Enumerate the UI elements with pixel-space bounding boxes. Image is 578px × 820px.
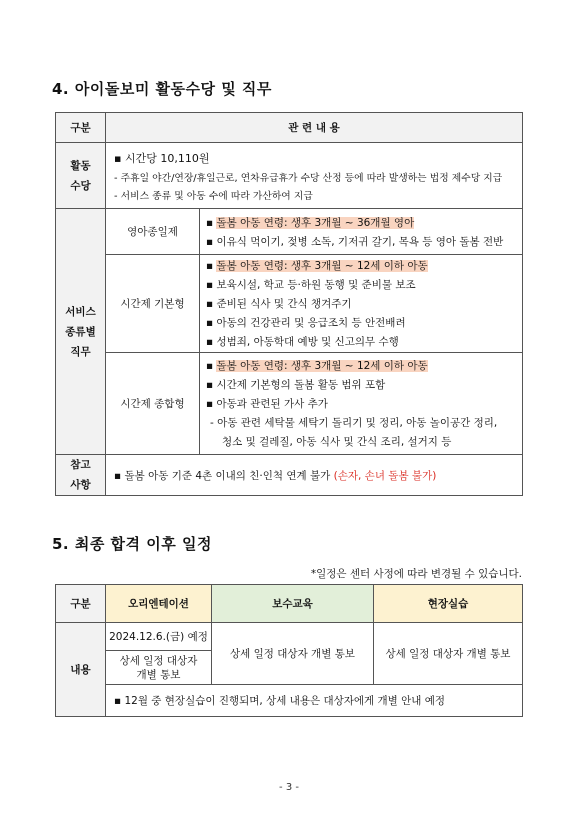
- service-label: 서비스 종류별 직무: [56, 209, 106, 455]
- education-detail: 상세 일정 대상자 개별 통보: [212, 623, 374, 685]
- schedule-header-orientation: 오리엔테이션: [106, 585, 212, 623]
- schedule-header-education: 보수교육: [212, 585, 374, 623]
- allowance-content: [106, 143, 523, 209]
- orientation-date: 2024.12.6.(금) 예정: [106, 623, 212, 651]
- hourly-wage: ▪ 시간당 10,110원: [114, 148, 522, 168]
- reference-content: ▪ 돌봄 아동 기준 4촌 이내의 친·인척 연계 불가 (손자, 손녀 돌봄 불가): [106, 455, 523, 496]
- practice-detail: 상세 일정 대상자 개별 통보: [374, 623, 523, 685]
- allowance-detail-1: - 주휴일 야간/연장/휴일근로, 연차유급휴가 수당 산정 등에 따라 발생하는 법정 제수당 지급: [114, 172, 503, 184]
- service-type-basic: 시간제 기본형: [106, 255, 200, 353]
- page-number: - 3 -: [279, 782, 299, 793]
- service-type-comprehensive: 시간제 종합형: [106, 353, 200, 455]
- section5-title: 5. 최종 합격 이후 일정: [52, 535, 212, 553]
- header-category: 구분: [56, 113, 106, 143]
- header-content: 관 련 내 용: [106, 113, 523, 143]
- allowance-detail-2: - 서비스 종류 및 아동 수에 따라 가산하여 지급: [114, 190, 313, 202]
- reference-warning: (손자, 손녀 돌봄 불가): [333, 469, 437, 482]
- orientation-detail: 상세 일정 대상자 개별 통보: [106, 651, 212, 685]
- schedule-row-label: 내용: [56, 623, 106, 717]
- service-type-infant: 영아종일제: [106, 209, 200, 255]
- schedule-header-practice: 현장실습: [374, 585, 523, 623]
- comprehensive-duties: ▪ 돌봄 아동 연령: 생후 3개월 ~ 12세 이하 아동 ▪ 시간제 기본형의 돌봄 활동 범위 포함 ▪ 아동과 관련된 가사 추가 - 아동 관련 세탁물 세탁기 돌리기 및 정리, 아동 놀이공간 정리, 청소 및 걸레질, 아동 식사 및 간식 조리, 설거지 등: [200, 353, 523, 455]
- duties-table: [55, 112, 523, 496]
- infant-duties: ▪ 돌봄 아동 연령: 생후 3개월 ~ 36개월 영아 ▪ 이유식 먹이기, 젖병 소독, 기저귀 갈기, 목욕 등 영아 돌봄 전반: [200, 209, 523, 255]
- section4-title: 4. 아이돌보미 활동수당 및 직무: [52, 80, 272, 98]
- allowance-label: 활동 수당: [56, 143, 106, 209]
- schedule-header-category: 구분: [56, 585, 106, 623]
- schedule-note: *일정은 센터 사정에 따라 변경될 수 있습니다.: [310, 568, 522, 580]
- schedule-bottom-note: ▪ 12월 중 현장실습이 진행되며, 상세 내용은 대상자에게 개별 안내 예정: [106, 685, 523, 717]
- basic-duties: ▪ 돌봄 아동 연령: 생후 3개월 ~ 12세 이하 아동 ▪ 보육시설, 학교 등·하원 동행 및 준비물 보조 ▪ 준비된 식사 및 간식 챙겨주기 ▪ 아동의 건강관리 및 응급조치 등 안전배려 ▪ 성범죄, 아동학대 예방 및 신고의무 수행: [200, 255, 523, 353]
- reference-label: 참고 사항: [56, 455, 106, 496]
- schedule-table: [55, 584, 523, 717]
